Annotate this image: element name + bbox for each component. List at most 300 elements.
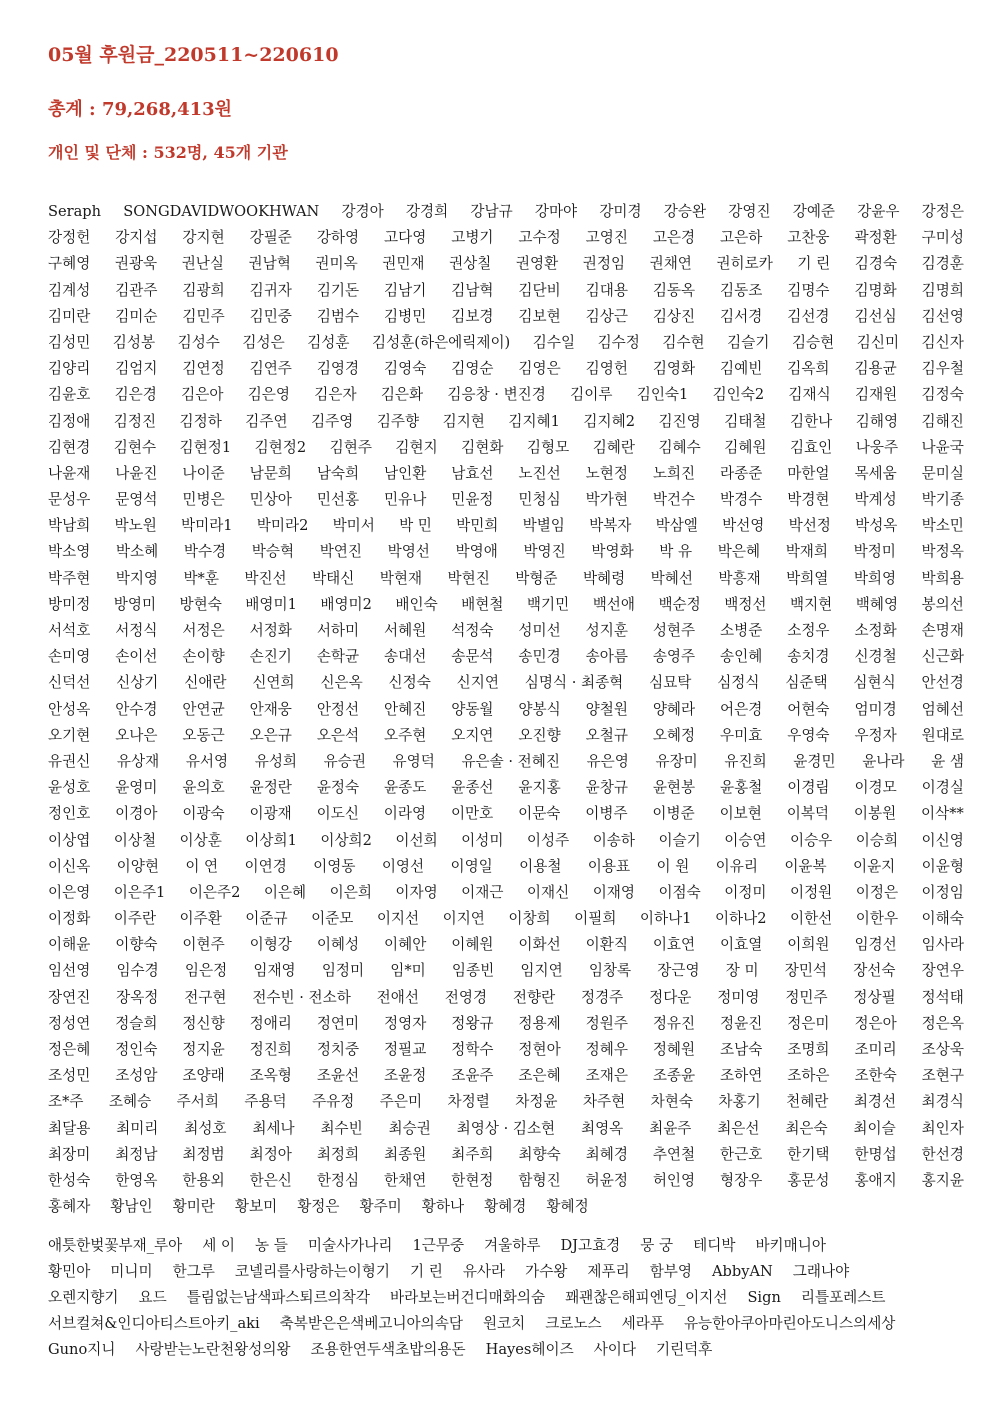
donor-name: 이봉원	[853, 805, 897, 823]
organization-name: Guno지니	[48, 1341, 116, 1358]
donor-name: 박현재	[379, 569, 423, 587]
donor-name: 조성민	[48, 1067, 91, 1085]
donor-name: 나윤국	[921, 438, 964, 456]
donor-name: 김성훈	[307, 333, 350, 351]
donor-name: 박영화	[591, 543, 634, 561]
donor-name: 이혜성	[316, 936, 360, 954]
donor-row	[48, 539, 964, 565]
organization-name: 축복받은은색베고니아의속담	[279, 1315, 463, 1332]
donor-name: 이정미	[724, 883, 767, 901]
donor-name: 최인자	[921, 1119, 964, 1137]
donor-row	[48, 513, 964, 539]
donor-row	[48, 330, 964, 356]
donor-name: 박계성	[854, 491, 897, 509]
donor-row	[48, 1063, 964, 1089]
donor-name: 임종빈	[451, 962, 495, 980]
donor-name: 우정자	[854, 726, 897, 744]
donor-name: 손명재	[921, 622, 964, 639]
donor-name: 김주향	[376, 412, 420, 430]
donor-name: 임*미	[390, 962, 426, 980]
donor-name: 안성옥	[48, 700, 91, 718]
donor-name: 방영미	[113, 595, 157, 613]
donor-name: 김은영	[247, 386, 290, 404]
donor-name: 김승현	[791, 333, 835, 351]
donor-row	[48, 828, 964, 854]
donor-row	[48, 697, 964, 723]
donor-name: 정석태	[921, 988, 964, 1006]
organization-name: 크로노스	[545, 1315, 602, 1332]
donor-name: 안수경	[115, 700, 158, 718]
donor-name: 이 원	[656, 857, 690, 875]
donor-name: 한현정	[451, 1171, 494, 1189]
donor-name: 민선홍	[316, 491, 360, 509]
donor-name: 권광욱	[114, 255, 158, 273]
donor-name: 유승권	[323, 752, 366, 770]
donor-name: 손이향	[182, 648, 225, 666]
donor-name: 강정헌	[48, 229, 91, 247]
donor-name: 한선경	[921, 1145, 964, 1163]
donor-name: 이하나1	[639, 910, 692, 928]
donor-name: 장근영	[657, 962, 700, 980]
donor-name: 윤경민	[793, 752, 836, 770]
donor-name: 권히로카	[716, 255, 773, 273]
donor-name: 송영주	[652, 648, 696, 666]
donor-name: 정진희	[249, 1041, 292, 1058]
donor-name: 김우철	[921, 360, 964, 378]
donor-name: 이한선	[789, 910, 833, 928]
donor-name: 김귀자	[249, 281, 292, 299]
donor-name: 윤나라	[862, 752, 905, 770]
donor-name: 김현정1	[179, 438, 232, 456]
donor-name: 이경모	[854, 779, 897, 797]
donor-name: 이양현	[116, 857, 159, 875]
donor-name: 이송하	[592, 831, 635, 849]
donor-name: 김대용	[585, 281, 628, 299]
donor-name: 김민주	[182, 307, 225, 325]
donor-name: 권민재	[382, 255, 425, 273]
donor-name: 유은솔 · 전혜진	[461, 752, 560, 770]
organization-name: 한그루	[172, 1263, 215, 1280]
donor-name: 박소민	[921, 517, 964, 535]
organization-name: 사이다	[593, 1341, 636, 1358]
donor-name: 정현아	[518, 1041, 561, 1058]
donor-name: 최은숙	[785, 1119, 828, 1137]
donor-name: 최달용	[48, 1119, 91, 1137]
donor-name: 안재웅	[249, 700, 292, 718]
donor-name: 민병은	[182, 491, 225, 509]
donor-name: 박삼엘	[655, 517, 698, 535]
donor-name: 이승우	[789, 831, 833, 849]
donor-name: 나윤진	[115, 464, 158, 482]
donor-name: 김연주	[249, 360, 292, 378]
donor-name: 정학수	[451, 1041, 494, 1058]
donor-name: 손진기	[249, 648, 292, 666]
donor-name: 이영동	[313, 857, 356, 875]
donor-name: 박별임	[522, 517, 565, 535]
donor-row	[48, 435, 964, 461]
donor-name: 오진향	[518, 726, 561, 744]
donor-name: 이주환	[179, 910, 222, 928]
donor-name: 이정임	[921, 883, 964, 901]
donor-name: 김효인	[789, 438, 833, 456]
donor-name: 김명화	[854, 281, 897, 299]
donor-row	[48, 1168, 964, 1194]
donor-name: 배영미1	[245, 595, 297, 613]
donor-name: 한정심	[316, 1171, 360, 1189]
donor-name: 이화선	[518, 936, 561, 954]
donor-name: 오기현	[48, 726, 91, 744]
donor-name: 김수현	[662, 333, 705, 351]
donor-name: 정유진	[652, 1014, 696, 1032]
donor-name: 김서경	[720, 307, 763, 325]
donor-name: 김정하	[179, 412, 222, 430]
organization-name: DJ고효경	[560, 1237, 621, 1254]
donor-name: 전향란	[512, 988, 556, 1006]
donor-name: 이연경	[244, 857, 287, 875]
donor-name: 박영애	[455, 543, 498, 561]
donor-name: 김영화	[652, 360, 696, 378]
donor-name: 박정미	[853, 543, 896, 561]
donor-name: 권남혁	[248, 255, 291, 273]
donor-name: 어은경	[720, 700, 763, 718]
donor-name: 정상필	[853, 988, 896, 1006]
donor-name: 김현정2	[254, 438, 307, 456]
donor-name: 최종원	[384, 1145, 427, 1163]
organization-name: Hayes헤이즈	[485, 1341, 574, 1358]
donor-name: 조남숙	[720, 1041, 763, 1058]
donor-name: 신애란	[184, 674, 227, 692]
donor-name: 이용철	[519, 857, 562, 875]
donor-name: 정왕규	[451, 1014, 494, 1032]
donor-name: 안정선	[316, 700, 360, 718]
donor-row	[48, 199, 964, 225]
donor-name: 곽정환	[854, 229, 897, 247]
donor-name: 주용덕	[244, 1093, 287, 1111]
donor-name: 김신미	[856, 333, 900, 351]
donor-name: 문영석	[115, 491, 158, 509]
donor-name: 오동근	[182, 726, 225, 744]
donor-name: 김엄지	[115, 360, 158, 378]
organization-name: 리틀포레스트	[800, 1289, 886, 1306]
donor-name: 임창록	[588, 962, 632, 980]
donor-name: 정은미	[787, 1014, 830, 1032]
donor-name: 송대선	[384, 648, 427, 666]
donor-name: 김정숙	[921, 386, 964, 404]
donor-name: 한명섭	[854, 1145, 897, 1163]
donor-name: 박소영	[48, 543, 91, 561]
organization-name: 테디박	[693, 1237, 736, 1254]
donor-name: 김영숙	[384, 360, 427, 378]
donor-name: 정연미	[316, 1014, 360, 1032]
donor-name: 윤성호	[48, 779, 91, 797]
donor-name: 김태철	[724, 412, 767, 430]
donor-name: 고다영	[384, 229, 427, 247]
donor-name: 강지섭	[115, 229, 158, 247]
donor-name: 김재식	[788, 386, 831, 404]
donor-name: 이성주	[526, 831, 570, 849]
donor-name: 김경숙	[854, 255, 898, 273]
donor-name: 민상아	[249, 491, 292, 509]
donor-name: 이해숙	[921, 910, 964, 928]
organization-name: 함부영	[649, 1263, 692, 1280]
donor-name: 박*훈	[183, 569, 219, 587]
donor-name: 이혜원	[451, 936, 494, 954]
donor-row	[48, 592, 964, 618]
donor-row	[48, 356, 964, 382]
donor-name: 성지훈	[585, 622, 628, 639]
donor-name: 조하은	[787, 1067, 830, 1085]
donor-name: 김경훈	[921, 255, 964, 273]
donor-name: 김주영	[311, 412, 354, 430]
donor-name: 조하연	[720, 1067, 763, 1085]
donor-name: 백혜영	[855, 595, 899, 613]
donor-name: 구혜영	[48, 255, 91, 273]
donor-row	[48, 958, 964, 984]
donor-name: 김지현	[442, 412, 485, 430]
donor-name: 손학균	[316, 648, 360, 666]
donor-name: 박건수	[652, 491, 696, 509]
donor-name: 윤창규	[585, 779, 628, 797]
donor-name: 노현정	[585, 464, 628, 482]
donor-name: 김은아	[181, 386, 224, 404]
donor-name: 홍혜자	[48, 1198, 91, 1216]
donor-name: 양동월	[451, 700, 494, 718]
donor-name: 이효연	[652, 936, 696, 954]
donor-name: 나웅주	[855, 438, 899, 456]
donor-name: 강지현	[182, 229, 225, 247]
donor-name: 서정은	[182, 622, 225, 639]
donor-name: 한성숙	[48, 1171, 91, 1189]
donor-name: 조혜승	[108, 1093, 152, 1111]
donor-name: 이선희	[395, 831, 438, 849]
donor-name: 김수일	[532, 333, 576, 351]
donor-name: 안혜진	[384, 700, 427, 718]
donor-name: 윤현봉	[652, 779, 696, 797]
donor-row	[48, 304, 964, 330]
donor-name: 최혜경	[585, 1145, 628, 1163]
donor-name: 강미경	[599, 203, 642, 220]
donor-name: 김현지	[395, 438, 438, 456]
donor-name: 윤지홍	[518, 779, 561, 797]
donor-name: 장민석	[784, 962, 828, 980]
donor-name: 임은정	[184, 962, 228, 980]
donor-name: 김범수	[316, 307, 360, 325]
donor-name: 박미서	[332, 517, 375, 535]
donor-name: 홍애지	[854, 1171, 897, 1189]
donor-name: 고수정	[518, 229, 561, 247]
organization-name: 뭉 궁	[640, 1237, 674, 1254]
donor-name: 신근화	[921, 648, 964, 666]
donor-name: 이정원	[789, 883, 833, 901]
donor-name: SONGDAVIDWOOKHWAN	[123, 203, 320, 220]
donor-name: 김현화	[461, 438, 504, 456]
donor-name: 김미순	[115, 307, 158, 325]
donor-name: 이효열	[720, 936, 763, 954]
organization-donor-list	[48, 1233, 964, 1363]
donor-row	[48, 1194, 964, 1220]
donor-name: 문미실	[921, 464, 964, 482]
donor-name: 한근호	[720, 1145, 763, 1163]
donor-name: 심현식	[853, 674, 896, 692]
donor-name: 오은규	[249, 726, 292, 744]
donor-name: 주유정	[312, 1093, 355, 1111]
donor-name: 유서영	[185, 752, 229, 770]
donor-name: 최장미	[48, 1145, 91, 1163]
donor-name: 신연희	[252, 674, 295, 692]
organization-name: 바라보는버건디매화의숨	[389, 1289, 546, 1306]
donor-name: 정지윤	[182, 1041, 225, 1058]
donor-name: 방현숙	[179, 595, 222, 613]
donor-name: 이상희1	[245, 831, 297, 849]
donor-name: 윤 샘	[931, 752, 964, 770]
donor-name: 조양래	[182, 1067, 225, 1085]
donor-name: 김은화	[380, 386, 424, 404]
donor-name: 황주미	[359, 1198, 402, 1216]
donor-name: 이영선	[381, 857, 425, 875]
donor-name: 허인영	[652, 1171, 696, 1189]
donor-name: 김해진	[921, 412, 964, 430]
donor-row	[48, 461, 964, 487]
donor-name: 임재영	[253, 962, 296, 980]
donor-name: 양철원	[585, 700, 628, 718]
organization-name: 기 린	[409, 1263, 443, 1280]
donor-name: 권영환	[515, 255, 559, 273]
donor-name: 박기종	[921, 491, 964, 509]
donor-name: 배인숙	[395, 595, 438, 613]
donor-name: 박민희	[456, 517, 499, 535]
donor-row	[48, 487, 964, 513]
donor-name: 백순정	[658, 595, 701, 613]
donor-name: 이보현	[719, 805, 762, 823]
donor-name: 이지연	[442, 910, 485, 928]
donor-name: 최정아	[249, 1145, 292, 1163]
donor-name: 박남희	[48, 517, 91, 535]
organization-name: 요드	[138, 1289, 167, 1306]
donor-name: 강예준	[792, 203, 836, 220]
donor-name: 김혜란	[592, 438, 635, 456]
donor-name: 김해영	[855, 412, 899, 430]
donor-name: 노진선	[518, 464, 561, 482]
donor-name: 김수정	[597, 333, 640, 351]
organization-name: 세 이	[202, 1237, 236, 1254]
donor-name: 조재은	[585, 1067, 628, 1085]
donor-name: 윤영미	[115, 779, 158, 797]
donor-name: 민윤정	[451, 491, 494, 509]
donor-row	[48, 409, 964, 435]
donor-name: 심묘탁	[649, 674, 692, 692]
donor-name: 최수빈	[320, 1119, 363, 1137]
donor-name: 조한숙	[854, 1067, 897, 1085]
donor-name: 황보미	[234, 1198, 278, 1216]
donor-name: 장 미	[725, 962, 759, 980]
donor-name: 김광희	[182, 281, 225, 299]
donor-name: 박진선	[244, 569, 287, 587]
donor-name: 서정화	[249, 622, 292, 639]
donor-row	[48, 775, 964, 801]
donor-name: 이상희2	[320, 831, 372, 849]
donor-name: 마한얼	[787, 464, 830, 482]
donor-name: 주은미	[379, 1093, 423, 1111]
donor-row	[48, 670, 964, 696]
organization-name: 그래나야	[792, 1263, 850, 1280]
donor-name: 서혜원	[384, 622, 427, 639]
donor-name: 소병준	[720, 622, 763, 639]
donor-name: 박미라2	[256, 517, 309, 535]
donor-name: 유상재	[116, 752, 160, 770]
donor-name: 차정윤	[515, 1093, 558, 1111]
donor-name: 김양리	[48, 360, 91, 378]
donor-name: 성미선	[518, 622, 561, 639]
donor-name: 이승연	[724, 831, 767, 849]
donor-name: 최정남	[115, 1145, 158, 1163]
donor-name: 김미란	[48, 307, 91, 325]
donor-name: 전영경	[444, 988, 488, 1006]
organization-name: 애틋한벚꽃부재_루아	[48, 1237, 183, 1254]
donor-name: 최세나	[252, 1119, 295, 1137]
donor-name: 김남기	[384, 281, 427, 299]
donor-name: 김명희	[921, 281, 964, 299]
donor-name: 임수경	[116, 962, 159, 980]
donor-name: 김계성	[48, 281, 91, 299]
donor-name: 이승희	[855, 831, 899, 849]
donor-name: 박현진	[447, 569, 490, 587]
donor-name: 고영진	[585, 229, 628, 247]
organization-name: 원코치	[482, 1315, 526, 1332]
donor-name: 김성은	[242, 333, 285, 351]
donor-name: 양혜라	[652, 700, 696, 718]
donor-name: 강필준	[249, 229, 292, 247]
donor-name: 조은혜	[518, 1067, 561, 1085]
donor-name: 조윤선	[316, 1067, 360, 1085]
donor-name: 홍지윤	[921, 1171, 964, 1189]
donor-name: 이영일	[450, 857, 493, 875]
donor-name: 장선숙	[853, 962, 896, 980]
donor-name: 김슬기	[727, 333, 770, 351]
donor-name: 이상철	[113, 831, 157, 849]
donor-name: 유권신	[48, 752, 91, 770]
donor-name: 김병민	[384, 307, 427, 325]
donor-name: 오지연	[451, 726, 494, 744]
donor-name: 이윤복	[784, 857, 827, 875]
donor-name: 배영미2	[320, 595, 372, 613]
donor-name: 임정미	[321, 962, 365, 980]
donor-name: 김선심	[854, 307, 897, 325]
organization-name: 바키매니아	[755, 1237, 826, 1254]
donor-name: 박소혜	[115, 543, 159, 561]
donor-name: 이창희	[508, 910, 551, 928]
donor-name: 김영은	[518, 360, 561, 378]
donor-name: 최영상 · 김소현	[456, 1119, 556, 1137]
donor-name: 송아름	[585, 648, 628, 666]
donor-name: 이삭**	[921, 805, 964, 823]
donor-name: 최은선	[717, 1119, 760, 1137]
donor-name: 황남인	[110, 1198, 153, 1216]
donor-name: 김선경	[787, 307, 830, 325]
organization-name: 미니미	[110, 1263, 153, 1280]
donor-name: 오철규	[585, 726, 628, 744]
organization-name: 서브컬쳐&인디아티스트아키_aki	[48, 1315, 260, 1332]
donor-name: 김주연	[245, 412, 288, 430]
donor-name: 신은옥	[320, 674, 363, 692]
donor-name: 정영자	[384, 1014, 427, 1032]
donor-name: 박선정	[788, 517, 831, 535]
donor-name: 이주란	[113, 910, 157, 928]
donor-name: 박혜선	[650, 569, 693, 587]
donor-name: 권정임	[582, 255, 626, 273]
donor-name: 성현주	[652, 622, 696, 639]
donor-name: 황정은	[297, 1198, 340, 1216]
donor-name: 노희진	[652, 464, 696, 482]
